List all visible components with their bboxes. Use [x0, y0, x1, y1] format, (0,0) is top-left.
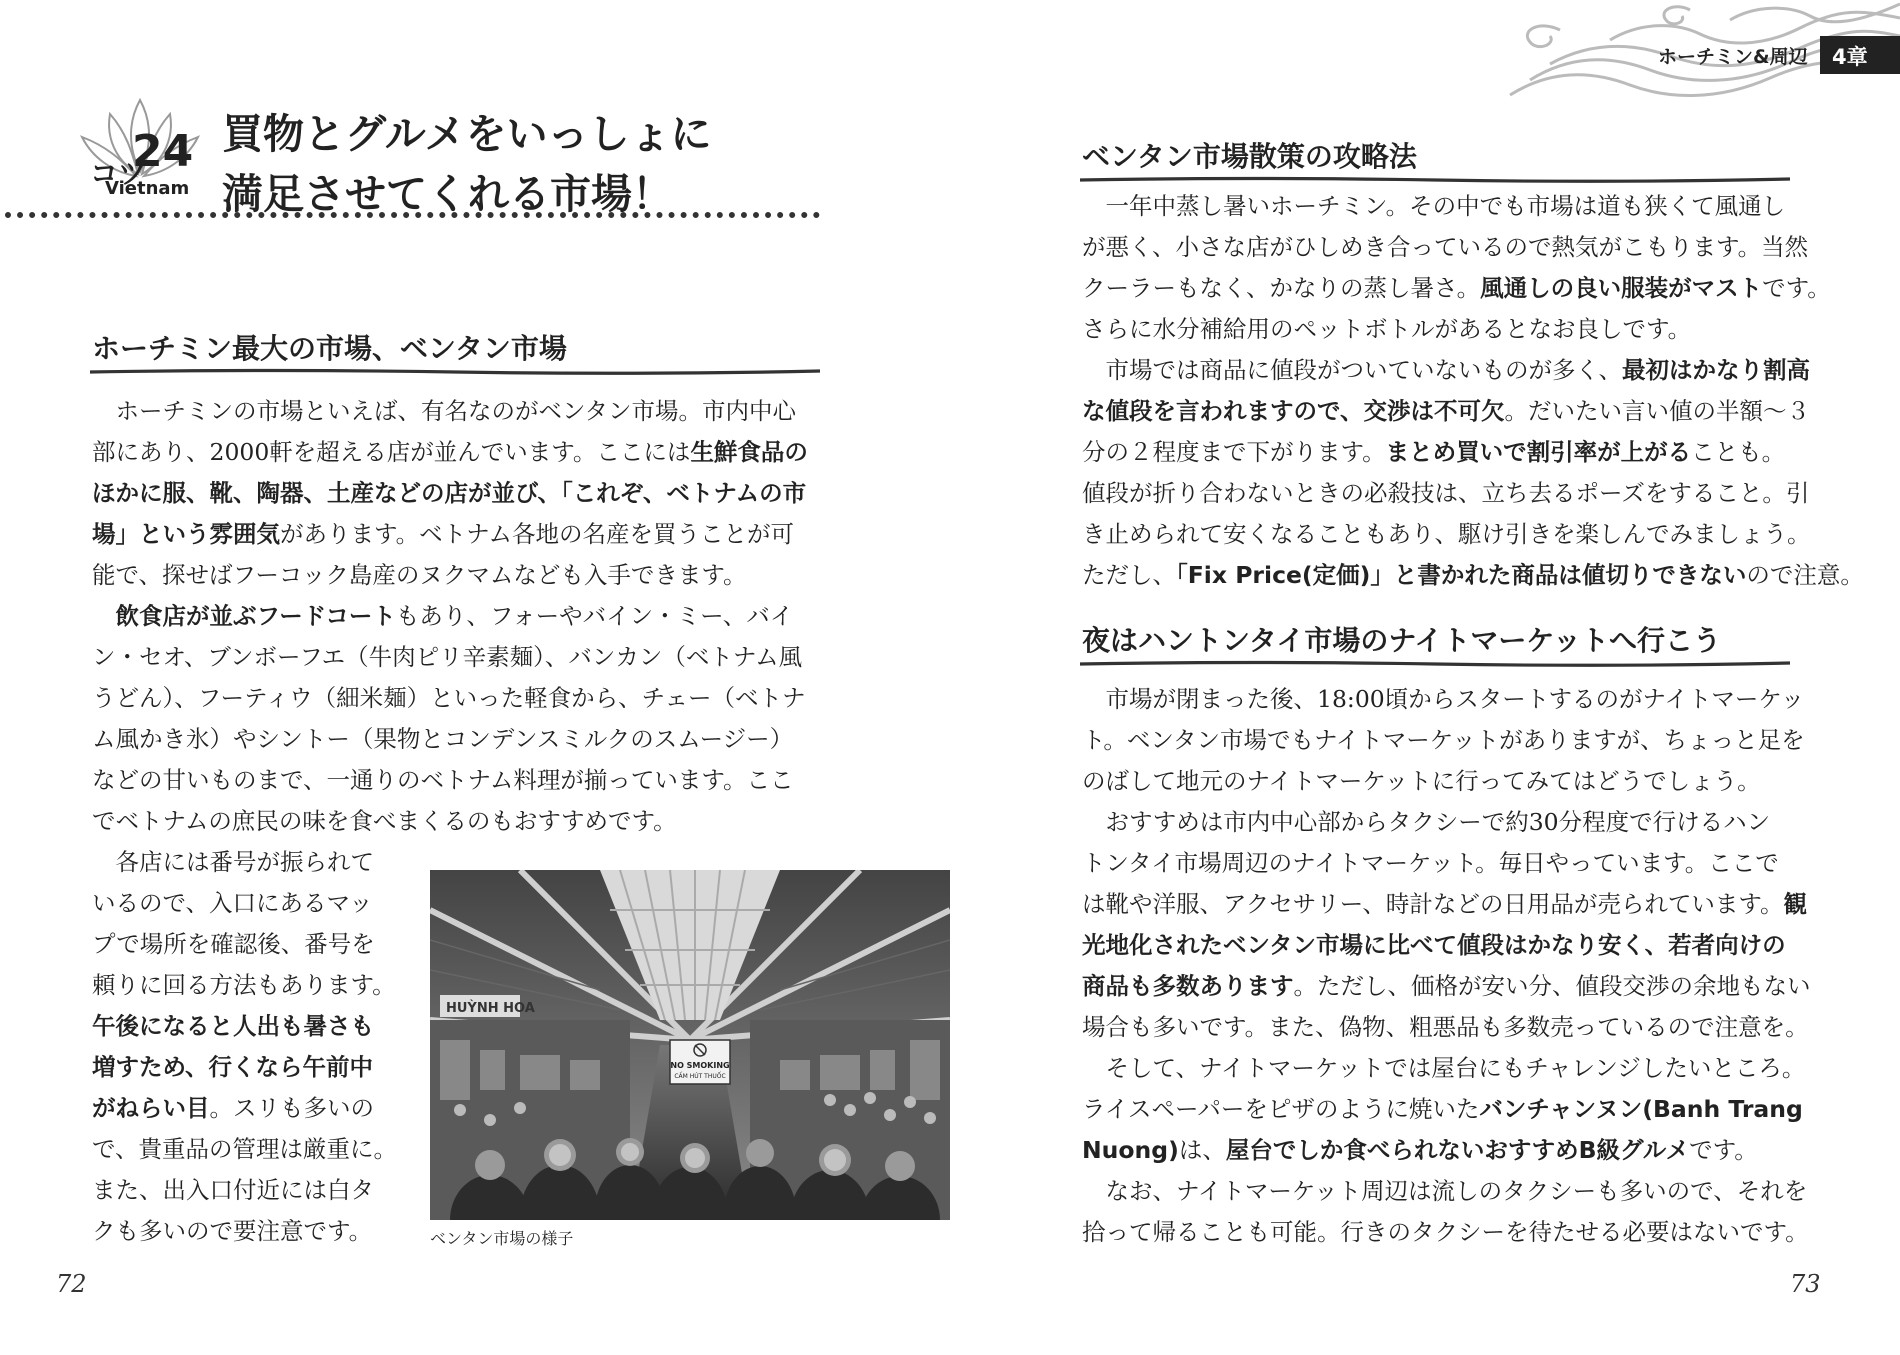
text-line [1082, 720, 1811, 761]
text-run: いるので、入口にあるマッ [92, 889, 373, 917]
text-run: トンタイ市場周辺のナイトマーケット。毎日やっています。ここで [1082, 849, 1779, 877]
text-run: ので注意。 [1746, 561, 1864, 589]
emphasis-text: 光地化されたベンタン市場に比べて値段はかなり安く、若者向けの [1082, 931, 1786, 959]
text-line [92, 1006, 397, 1047]
text-run: ライスペーパーをピザのように焼いた [1082, 1095, 1480, 1123]
text-line [1082, 843, 1811, 884]
emphasis-text: な値段を言われますので、交渉は不可欠 [1082, 397, 1505, 425]
text-run: ホーチミンの市場といえば、有名なのがベンタン市場。市内中心 [92, 397, 797, 425]
text-run: 市場では商品に値段がついていないものが多く、 [1082, 356, 1623, 384]
text-line [1082, 186, 1864, 227]
text-line [92, 1088, 397, 1129]
body-text-night-market [1082, 679, 1811, 1253]
text-line [1082, 1212, 1811, 1253]
text-run: 各店には番号が振られて [92, 848, 374, 876]
text-line [1082, 514, 1864, 555]
text-line [92, 596, 808, 637]
text-run: は、 [1178, 1136, 1226, 1164]
text-line [1082, 309, 1864, 350]
text-line [92, 1170, 397, 1211]
emphasis-text: 飲食店が並ぶフードコート [115, 602, 396, 630]
text-run: なお、ナイトマーケット周辺は流しのタクシーも多いので、それを [1082, 1177, 1808, 1205]
text-line [92, 760, 808, 801]
emphasis-text: 風通しの良い服装がマスト [1480, 274, 1763, 302]
text-line [92, 965, 397, 1006]
emphasis-text: 商品も多数あります [1082, 972, 1294, 1000]
text-run: また、出入口付近には白タ [92, 1176, 374, 1204]
page-title [222, 104, 712, 224]
market-photo [430, 870, 950, 1220]
tip-badge-number: 24 [132, 126, 194, 177]
text-line [92, 719, 808, 760]
text-run: 分の２程度まで下がります。 [1082, 438, 1386, 466]
text-run: おすすめは市内中心部からタクシーで約30分程度で行けるハン [1082, 808, 1771, 836]
text-run: 拾って帰ることも可能。行きのタクシーを待たせる必要はないです。 [1082, 1218, 1809, 1246]
text-line [92, 678, 808, 719]
body-text-beside-photo [92, 842, 397, 1252]
photo-caption: ベンタン市場の様子 [430, 1229, 574, 1248]
emphasis-text: まとめ買いで割引率が上がる [1385, 438, 1692, 466]
tip-badge-country: Vietnam [105, 178, 190, 199]
text-run: き止められて安くなることもあり、駆け引きを楽しんでみましょう。 [1082, 520, 1811, 548]
text-run: でベトナムの庶民の味を食べまくるのもおすすめです。 [92, 807, 677, 835]
emphasis-text: 観 [1783, 890, 1807, 918]
section-heading-night-market: 夜はハントンタイ市場のナイトマーケットへ行こう [1082, 624, 1721, 657]
no-smoking-sign-sub: CẤM HÚT THUỐC [674, 1073, 726, 1080]
text-line [92, 1047, 397, 1088]
text-line [92, 883, 397, 924]
text-run: うどん）、フーティウ（細米麺）といった軽食から、チェー（ベトナ [92, 684, 806, 712]
title-line-1: 買物とグルメをいっしょに [222, 110, 712, 158]
title-divider [5, 212, 820, 218]
emphasis-text: 場」という雰囲気 [92, 520, 280, 548]
text-run: があります。ベトナム各地の名産を買うことが可 [280, 520, 794, 548]
section-heading-ben-thanh: ホーチミン最大の市場、ベンタン市場 [92, 332, 567, 365]
text-run: は靴や洋服、アクセサリー、時計などの日用品が売られています。 [1082, 890, 1784, 918]
text-run: さらに水分補給用のペットボトルがあるとなお良しです。 [1082, 315, 1692, 343]
text-run: 。スリも多いの [209, 1094, 374, 1122]
text-run: が悪く、小さな店がひしめき合っているので熱気がこもります。当然 [1082, 233, 1809, 261]
text-line [92, 1129, 397, 1170]
text-run: クーラーもなく、かなりの蒸し暑さ。 [1082, 274, 1481, 302]
text-line [1082, 802, 1811, 843]
emphasis-text: ほかに服、靴、陶器、土産などの店が並び、「これぞ、ベトナムの市 [92, 479, 807, 507]
text-run: 。だいたい言い値の半額～３ [1504, 397, 1811, 425]
text-line [1082, 884, 1811, 925]
text-line [92, 555, 808, 596]
text-run: ただし、 [1082, 561, 1176, 589]
text-line [92, 637, 808, 678]
tip-badge-prefix: コツ [90, 157, 147, 190]
text-line [1082, 227, 1864, 268]
section-heading-strategy: ベンタン市場散策の攻略法 [1082, 140, 1417, 173]
emphasis-text: 屋台でしか食べられないおすすめB級グルメ [1225, 1136, 1690, 1164]
text-run: 一年中蒸し暑いホーチミン。その中でも市場は道も狭くて風通し [1082, 192, 1786, 220]
text-line [1082, 555, 1864, 596]
text-line [1082, 1089, 1811, 1130]
emphasis-text: 最初はかなり割高 [1622, 356, 1811, 384]
text-line [1082, 966, 1811, 1007]
page-number-right: 73 [1790, 1270, 1821, 1298]
body-text-main [92, 391, 808, 842]
text-line [92, 514, 808, 555]
right-page [950, 0, 1900, 1355]
text-line [92, 842, 397, 883]
heading-underline [1080, 176, 1790, 184]
text-line [1082, 432, 1864, 473]
text-line [92, 924, 397, 965]
text-run: で、貴重品の管理は厳重に。 [92, 1135, 398, 1163]
text-line [1082, 391, 1864, 432]
text-line [92, 391, 808, 432]
text-run: 頼りに回る方法もあります。 [92, 971, 396, 999]
text-line [1082, 679, 1811, 720]
text-run: です。 [1689, 1136, 1758, 1164]
text-line [92, 473, 808, 514]
emphasis-text: 増すため、行くなら午前中 [92, 1053, 374, 1081]
text-run: ことも。 [1691, 438, 1786, 466]
emphasis-text: 生鮮食品の [690, 438, 808, 466]
text-run: もあり、フォーやバイン・ミー、バイ [395, 602, 794, 630]
emphasis-text: 「Fix Price(定価)」と書かれた商品は値切りできない [1176, 561, 1747, 589]
text-run [92, 602, 116, 630]
emphasis-text: 午後になると人出も暑さも [92, 1012, 374, 1040]
text-run: のばして地元のナイトマーケットに行ってみてはどうでしょう。 [1082, 767, 1761, 795]
text-run: プで場所を確認後、番号を [92, 930, 375, 958]
title-line-2: 満足させてくれる市場！ [222, 170, 673, 218]
text-line [1082, 1171, 1811, 1212]
shop-sign: HUỲNH HOA [446, 1001, 535, 1016]
chapter-label: 4章 [1832, 45, 1868, 69]
text-run: 。ただし、価格が安い分、値段交渉の余地もない [1293, 972, 1811, 1000]
heading-underline [1080, 660, 1790, 668]
emphasis-text: バンチャンヌン(Banh Trang [1479, 1095, 1803, 1123]
text-run: そして、ナイトマーケットでは屋台にもチャレンジしたいところ。 [1082, 1054, 1806, 1082]
text-line [1082, 473, 1864, 514]
text-line [92, 1211, 397, 1252]
market-interior-illustration [430, 870, 950, 1220]
text-run: ト。ベンタン市場でもナイトマーケットがありますが、ちょっと足を [1082, 726, 1805, 754]
text-run: ム風かき氷）やシントー（果物とコンデンスミルクのスムージー） [92, 725, 794, 753]
text-run: 部にあり、2000軒を超える店が並んでいます。ここには [92, 438, 691, 466]
page-number-left: 72 [56, 1270, 87, 1298]
text-run: 市場が閉まった後、18:00頃からスタートするのがナイトマーケッ [1082, 685, 1805, 713]
text-line [92, 801, 808, 842]
emphasis-text: Nuong) [1082, 1136, 1179, 1164]
emphasis-text: がねらい目 [92, 1094, 210, 1122]
text-line [1082, 1007, 1811, 1048]
text-line [1082, 761, 1811, 802]
text-line [1082, 350, 1864, 391]
no-smoking-sign: NO SMOKING [670, 1061, 730, 1070]
text-line [1082, 1048, 1811, 1089]
heading-underline [90, 368, 820, 376]
text-line [1082, 925, 1811, 966]
text-run: です。 [1762, 274, 1831, 302]
text-run: ン・セオ、ブンボーフエ（牛肉ピリ辛素麺）、バンカン（ベトナム風 [92, 643, 803, 671]
text-run: 能で、探せばフーコック島産のヌクマムなども入手できます。 [92, 561, 747, 589]
text-run: などの甘いものまで、一通りのベトナム料理が揃っています。ここ [92, 766, 794, 794]
text-run: 値段が折り合わないときの必殺技は、立ち去るポーズをすること。引 [1082, 479, 1810, 507]
text-run: 場合も多いです。また、偽物、粗悪品も多数売っているので注意を。 [1082, 1013, 1809, 1041]
text-line [1082, 268, 1864, 309]
running-header-section: ホーチミン&周辺 [1658, 46, 1808, 68]
body-text-strategy [1082, 186, 1864, 596]
text-run: クも多いので要注意です。 [92, 1217, 373, 1245]
chapter-tab [1820, 36, 1900, 74]
text-line [92, 432, 808, 473]
text-line [1082, 1130, 1811, 1171]
